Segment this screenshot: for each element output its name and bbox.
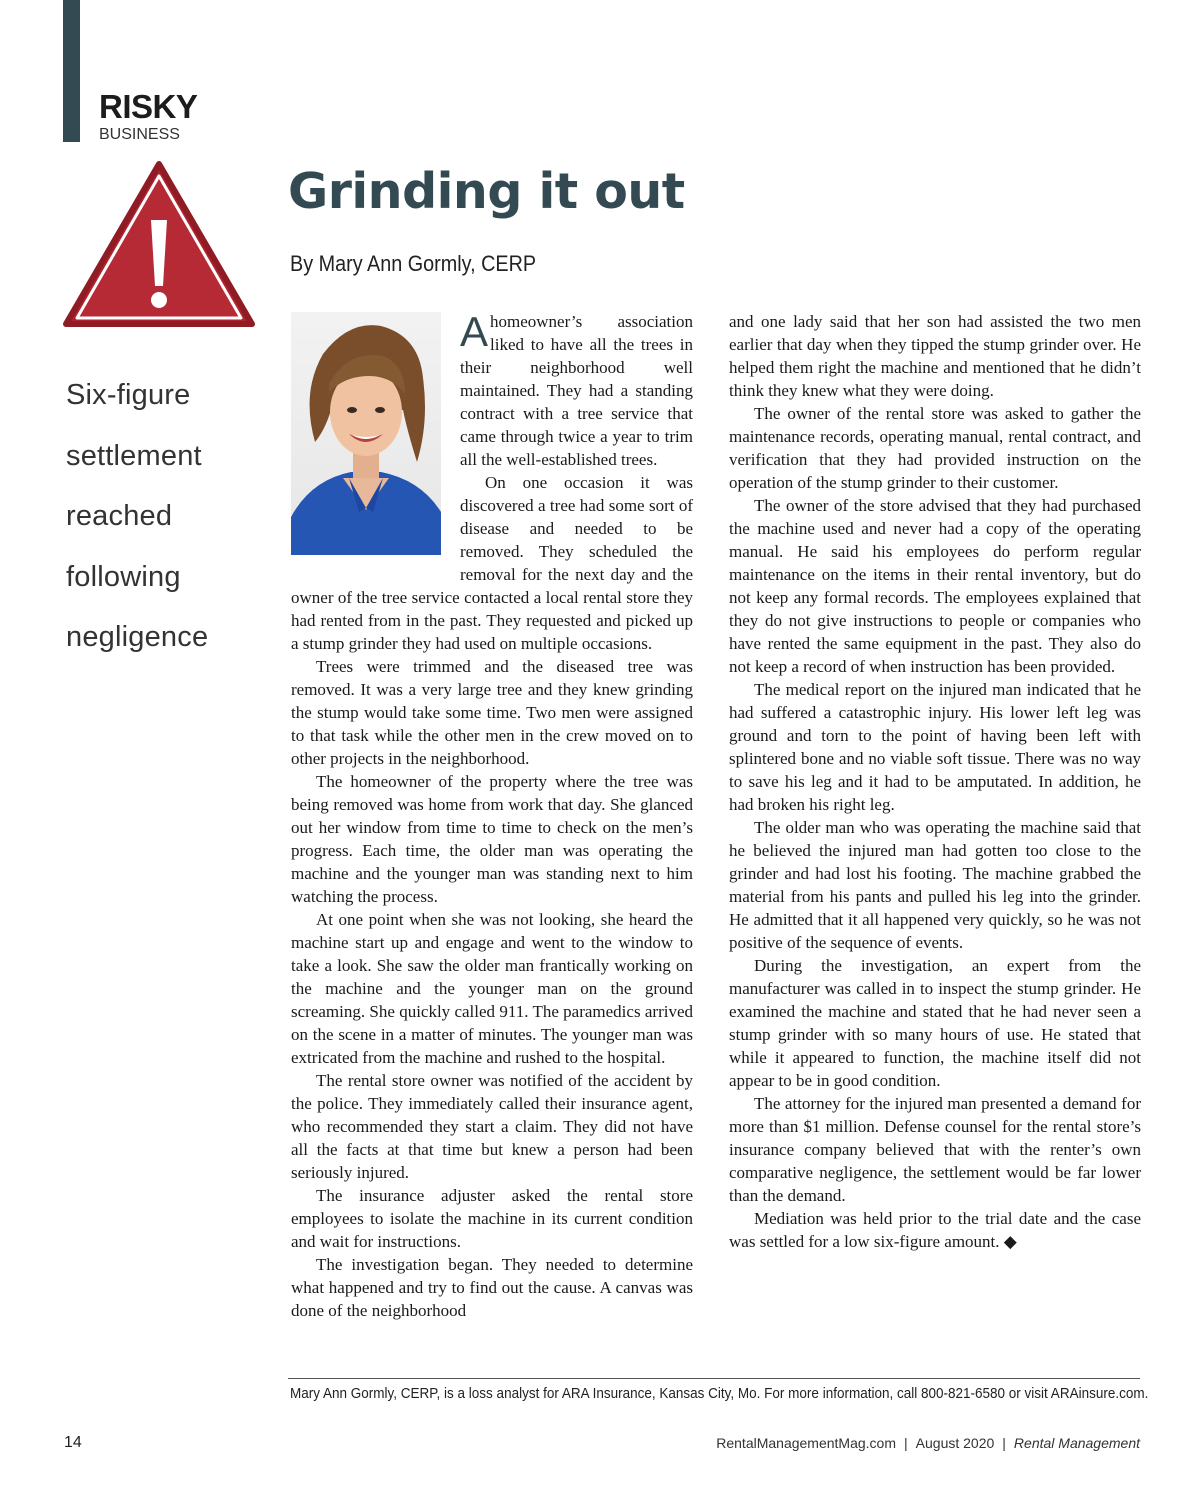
article-paragraph: Trees were trimmed and the diseased tree was removed. It was a very large tree and they knew grinding the stump would take some time. Two men were assigned to that task while the other men in the crew moved on to other projects in the neighborhood. xyxy=(291,657,693,768)
author-footnote: Mary Ann Gormly, CERP, is a loss analyst for ARA Insurance, Kansas City, Mo. For more information, call 800-821-6580 or visit ARAinsure.com. xyxy=(290,1385,1149,1402)
article-paragraph: The homeowner of the property where the tree was being removed was home from work that day. She glanced out her window from time to time to check on the men’s progress. Each time, the older man was operating the machine and the younger man was standing next to him watching the process. xyxy=(291,772,693,906)
page-number: 14 xyxy=(64,1434,82,1451)
article-paragraph: Mediation was held prior to the trial date and the case was settled for a low six-figure amount. ◆ xyxy=(729,1209,1141,1251)
drop-cap: A xyxy=(460,308,489,355)
section-title: RISKY xyxy=(99,88,198,125)
article-byline: By Mary Ann Gormly, CERP xyxy=(290,251,537,276)
footer-separator: | xyxy=(1002,1435,1006,1451)
page-footer xyxy=(716,1435,1140,1451)
article-paragraph: The investigation began. They needed to determine what happened and try to find out the cause. A canvas was done of the neighborhood xyxy=(291,1255,693,1320)
article-column-1 xyxy=(291,310,693,1322)
article-column-2 xyxy=(729,310,1141,1253)
section-subtitle: BUSINESS xyxy=(99,126,180,143)
article-paragraph: The attorney for the injured man presented a demand for more than $1 million. Defense counsel for the rental store’s insurance company believed that with the renter’s own comparative negligence, the settlement would be far lower than the demand. xyxy=(729,1094,1141,1205)
section-accent-bar xyxy=(63,0,80,142)
article-paragraph: The older man who was operating the machine said that he believed the injured man had gotten too close to the grinder and had lost his footing. The machine grabbed the material from his pants and pulled his leg into the grinder. He admitted that it all happened very quickly, so he was not positive of the sequence of events. xyxy=(729,818,1141,952)
footer-website: RentalManagementMag.com xyxy=(716,1435,897,1451)
footer-publication: Rental Management xyxy=(1013,1435,1140,1451)
warning-triangle-icon xyxy=(60,158,258,332)
footer-issue: August 2020 xyxy=(915,1435,995,1451)
article-paragraph: The insurance adjuster asked the rental store employees to isolate the machine in its current condition and wait for instructions. xyxy=(291,1186,693,1251)
article-paragraph: During the investigation, an expert from the manufacturer was called in to inspect the stump grinder. He examined the machine and stated that he had never seen a stump grinder with so many hours of use. He stated that while it appeared to function, the machine itself did not appear to be in good condition. xyxy=(729,956,1141,1090)
article-paragraph: On one occasion it was discovered a tree had some sort of disease and needed to be removed. They scheduled the removal for the next day and the owner of the tree service contacted a local rental store they had rented from in the past. They requested and picked up a stump grinder they had used on multiple occasions. xyxy=(291,473,693,653)
article-headline: Grinding it out xyxy=(288,163,685,220)
article-paragraph: The rental store owner was notified of the accident by the police. They immediately called their insurance agent, who recommended they start a claim. They did not have all the facts at that time but knew a person had been seriously injured. xyxy=(291,1071,693,1182)
article-paragraph: At one point when she was not looking, she heard the machine start up and engage and went to the window to take a look. She saw the older man frantically working on the machine and the younger man on the ground screaming. She quickly called 911. The paramedics arrived on the scene in a matter of minutes. The younger man was extricated from the machine and rushed to the hospital. xyxy=(291,910,693,1067)
photo-wrap-space xyxy=(291,310,460,574)
article-paragraph: The medical report on the injured man indicated that he had suffered a catastrophic injury. His lower left leg was ground and torn to the point of having been left with splintered bone and no viable soft tissue. There was no way to save his leg and it had to be amputated. In addition, he had broken his right leg. xyxy=(729,680,1141,814)
pull-quote-line: Six-figure xyxy=(66,379,191,411)
article-paragraph: and one lady said that her son had assisted the two men earlier that day when they tipped the stump grinder over. He helped them right the machine and mentioned that he didn’t think they knew what they were doing. xyxy=(729,312,1141,400)
pull-quote-line: following xyxy=(66,560,181,593)
pull-quote-line: settlement xyxy=(66,439,202,472)
article-paragraph: The owner of the store advised that they had purchased the machine used and never had a copy of the operating manual. He said his employees do perform regular maintenance on the items in their rental inventory, but do not keep any formal records. The employees explained that they do not give instructions to people or companies who have rented the same equipment in the past. They also do not keep a record of when instruction has been provided. xyxy=(729,496,1141,676)
article-paragraph: The owner of the rental store was asked to gather the maintenance records, operating manual, rental contract, and verification that they had provided instruction on the operation of the stump grinder to their customer. xyxy=(729,404,1141,492)
footnote-divider xyxy=(288,1378,1140,1379)
paragraph-text: homeowner’s association liked to have all the trees in their neighborhood well maintained. They had a standing contract with a tree service that came through twice a year to trim all the well-established trees. xyxy=(460,312,693,469)
footer-separator: | xyxy=(904,1435,908,1451)
pull-quote xyxy=(66,365,266,668)
pull-quote-line: negligence xyxy=(66,621,209,653)
pull-quote-line: reached xyxy=(66,500,173,532)
